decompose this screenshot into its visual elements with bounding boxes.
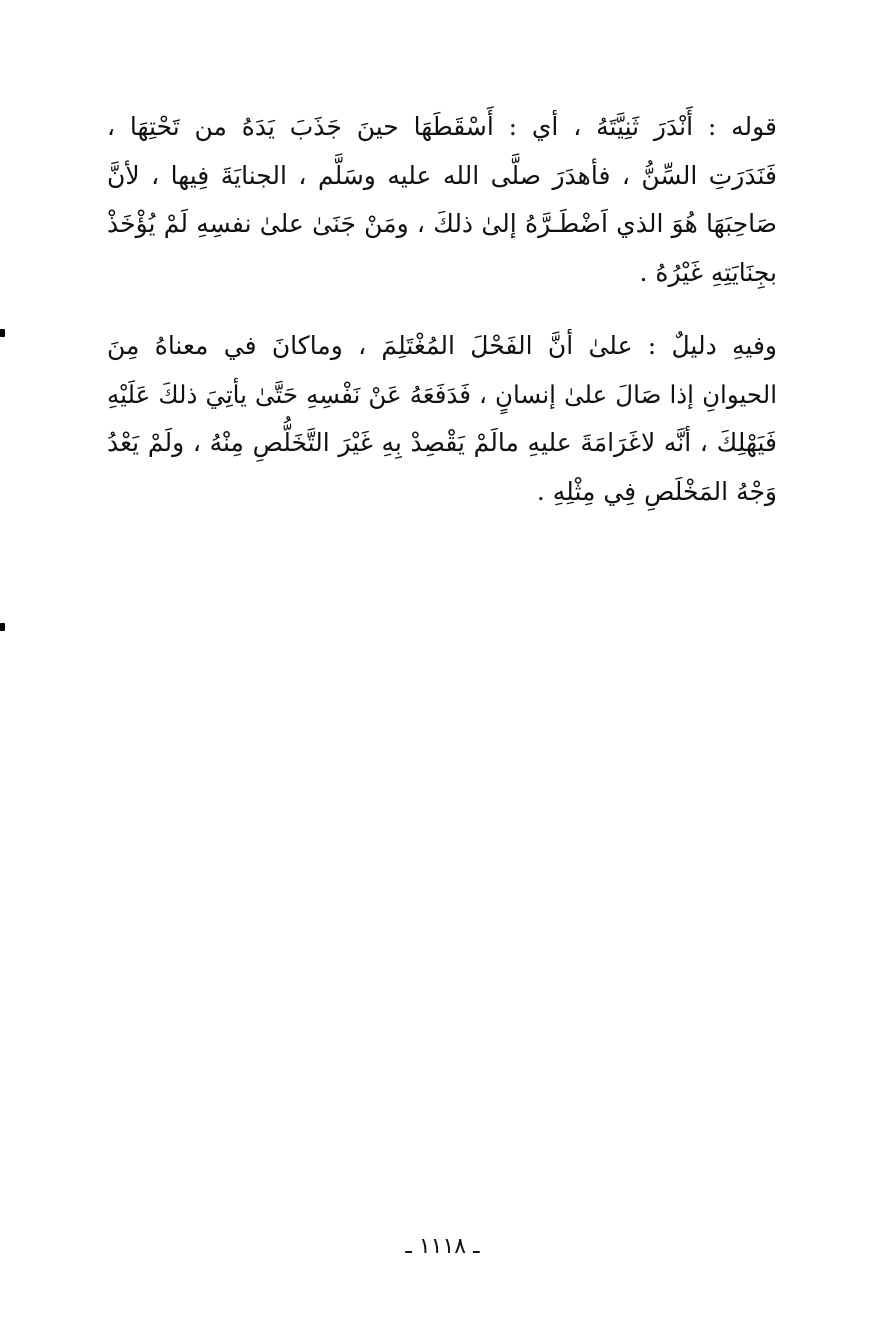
text-line: فَنَدَرَتِ السِّنُّ ، فأهدَرَ صلَّى الله عليه وسَلَّم ، الجنايَةَ فِيها ، لأنَّ [107,160,777,190]
text-line: وفيهِ دليلٌ : علىٰ أنَّ الفَحْلَ المُغْتَلِمَ ، وماكانَ في معناهُ مِنَ [107,331,777,360]
text-line: الحيوانِ إذا صَالَ علىٰ إنسانٍ ، فَدَفَعَهُ عَنْ نَفْسِهِ حَتَّىٰ يأتِيَ ذلكَ عَلَيْهِ [107,379,777,409]
paragraph-1 [107,103,777,297]
text-line: بجِنَايَتِهِ غَيْرُهُ . [639,257,777,287]
text-line: صَاحِبَهَا هُوَ الذي اَضْطَـرَّهُ إلىٰ ذلكَ ، ومَنْ جَنَىٰ علىٰ نفسِهِ لَمْ يُؤْخَذْ [107,209,777,238]
scan-speck [0,623,5,631]
text-line: وَجْهُ المَخْلَصِ فِي مِثْلِهِ . [536,476,777,506]
paragraph-2 [107,322,777,516]
text-line: فَيَهْلِكَ ، أنَّه لاغَرَامَةَ عليهِ مالَمْ يَقْصِدْ بِهِ غَيْرَ التَّخَلُّصِ مِنْهُ ، ولَمْ يَعْدُ [107,428,777,457]
scan-speck [0,329,5,337]
text-line: قوله : أَنْدَرَ ثَنِيَّتَهُ ، أي : أَسْقَطَهَا حينَ جَذَبَ يَدَهُ من تَحْتِهَا ، [107,112,777,141]
page-number: ـ ١١١٨ ـ [405,1234,480,1259]
